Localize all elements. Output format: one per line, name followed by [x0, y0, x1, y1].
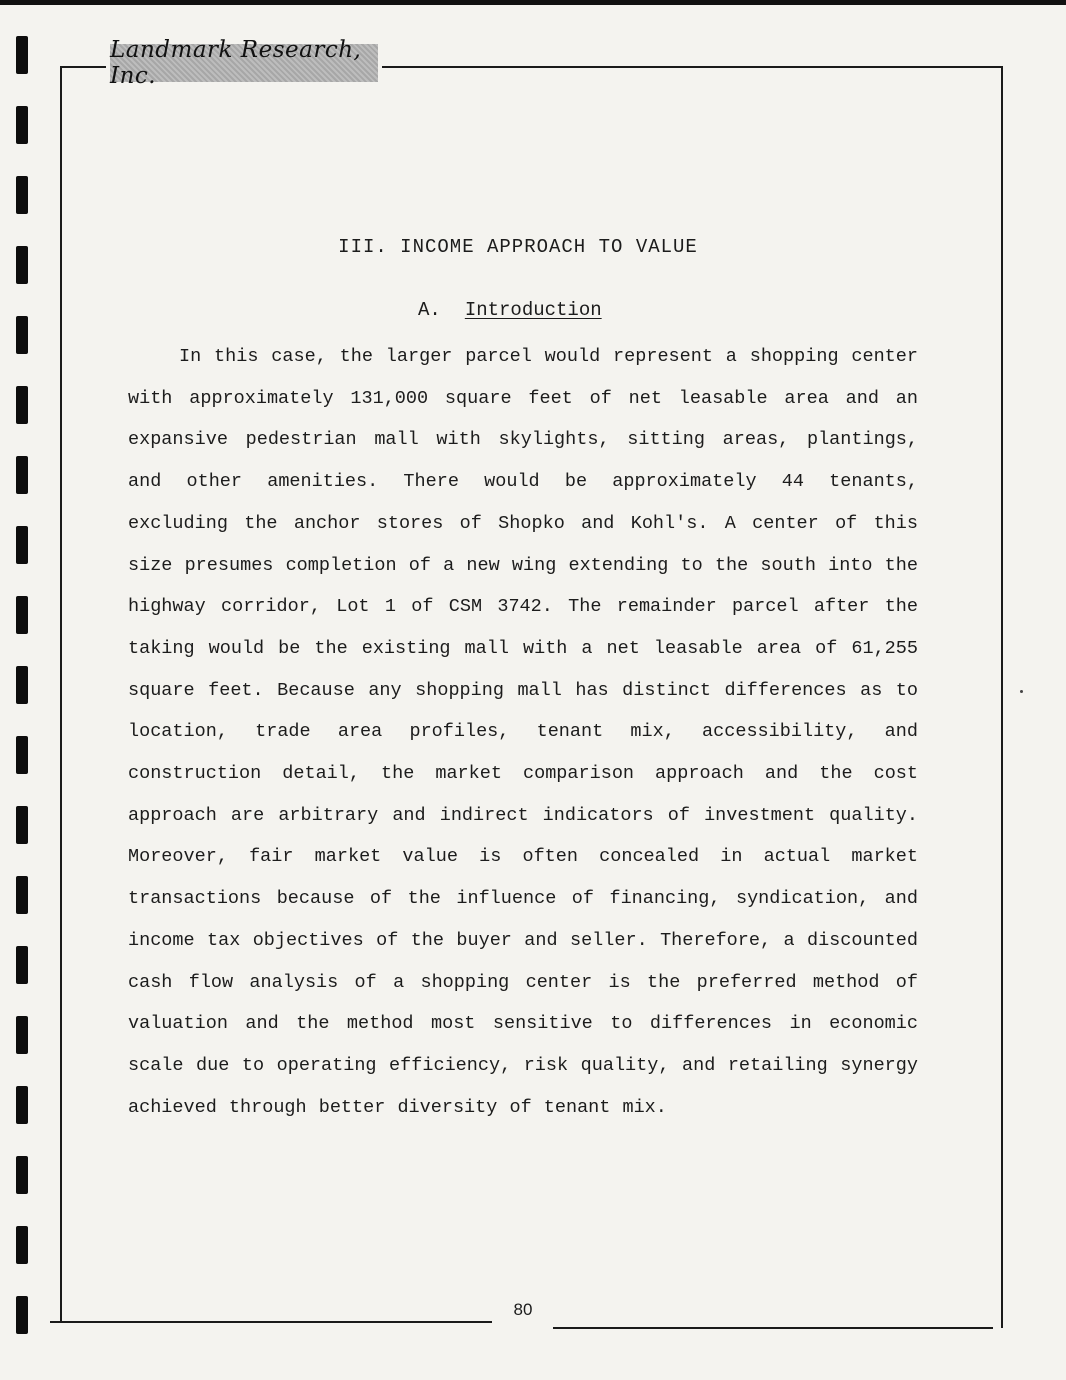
- subsection-heading: Introduction: [464, 299, 602, 321]
- binding-hole: [16, 1226, 28, 1264]
- binding-hole: [16, 876, 28, 914]
- binding-holes: [0, 0, 40, 1380]
- frame-bottom-right-line: [553, 1327, 993, 1329]
- binding-hole: [16, 736, 28, 774]
- binding-hole: [16, 176, 28, 214]
- binding-hole: [16, 456, 28, 494]
- company-logo: Landmark Research, Inc.: [110, 44, 378, 82]
- binding-hole: [16, 106, 28, 144]
- binding-hole: [16, 946, 28, 984]
- binding-hole: [16, 1086, 28, 1124]
- binding-hole: [16, 1016, 28, 1054]
- binding-hole: [16, 806, 28, 844]
- binding-hole: [16, 596, 28, 634]
- binding-hole: [16, 36, 28, 74]
- binding-hole: [16, 1296, 28, 1334]
- subsection-label: A.: [418, 299, 441, 321]
- page-number: 80: [513, 1300, 533, 1319]
- section-title: III. INCOME APPROACH TO VALUE: [338, 236, 698, 258]
- frame-top-right-line: [382, 66, 1003, 68]
- binding-hole: [16, 526, 28, 564]
- subsection-title: [418, 299, 602, 321]
- binding-hole: [16, 666, 28, 704]
- frame-bottom-left-line: [50, 1321, 492, 1323]
- frame-top-left-line: [60, 66, 106, 68]
- body-paragraph: In this case, the larger parcel would represent a shopping center with approximately 131,000 square feet of net leasable area and an expansive pedestrian mall with skylights, sitting areas, plantings, and other amenities. There would be approximately 44 tenants, excluding the anchor stores of Shopko and Kohl's. A center of this size presumes completion of a new wing extending to the south into the highway corridor, Lot 1 of CSM 3742. The remainder parcel after the taking would be the existing mall with a net leasable area of 61,255 square feet. Because any shopping mall has distinct differences as to location, trade area profiles, tenant mix, accessibility, and construction detail, the market comparison approach and the cost approach are arbitrary and indirect indicators of investment quality. Moreover, fair market value is often concealed in actual market transactions because of the influence of financing, syndication, and income tax objectives of the buyer and seller. Therefore, a discounted cash flow analysis of a shopping center is the preferred method of valuation and the method most sensitive to differences in economic scale due to operating efficiency, risk quality, and retailing synergy achieved through better diversity of tenant mix.: [128, 346, 918, 1118]
- scan-speck: [1020, 690, 1023, 693]
- page-top-edge: [0, 0, 1066, 5]
- binding-hole: [16, 386, 28, 424]
- binding-hole: [16, 316, 28, 354]
- binding-hole: [16, 1156, 28, 1194]
